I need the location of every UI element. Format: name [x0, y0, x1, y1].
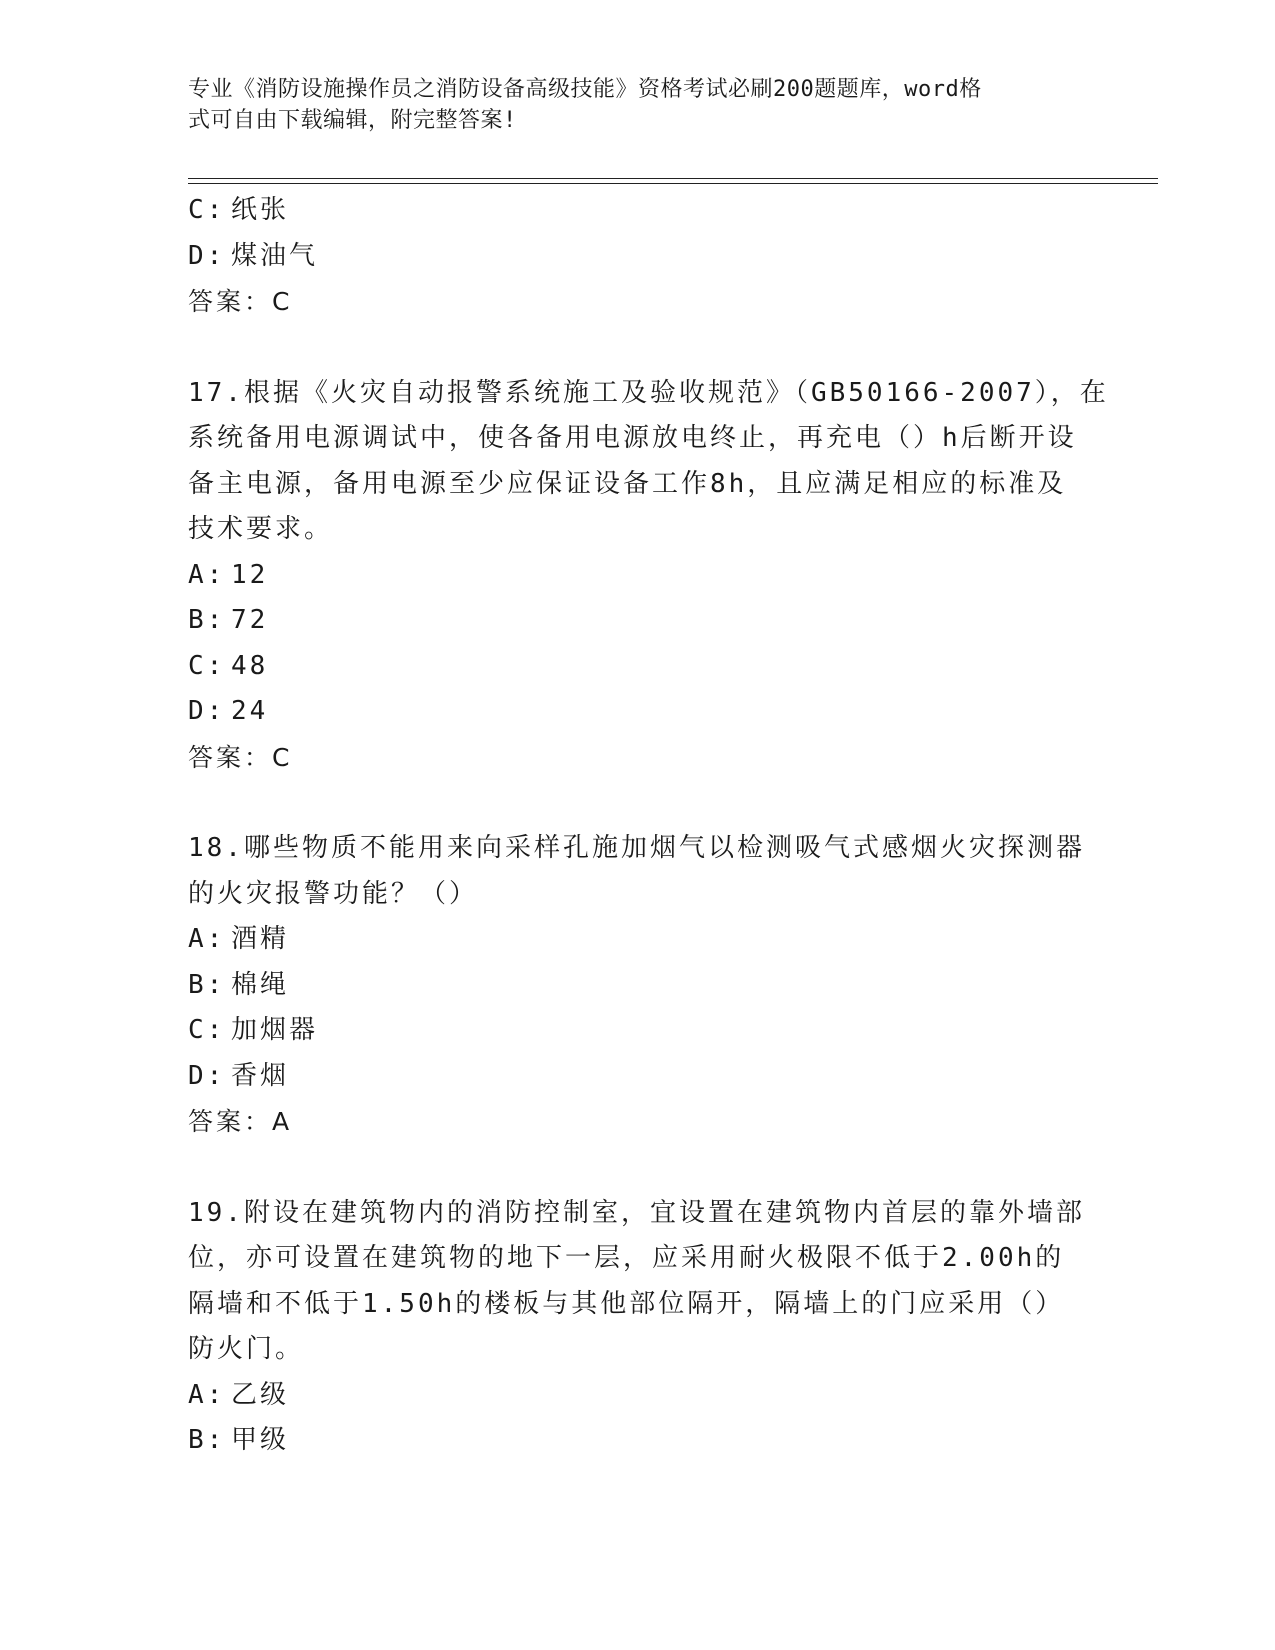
- option-d: [188, 234, 1088, 280]
- answer-line: 答案：C: [188, 742, 293, 772]
- header-divider-bottom: [188, 183, 1158, 184]
- option-key: B:: [188, 605, 226, 635]
- question-text-line: 系统备用电源调试中，使各备用电源放电终止，再充电（）h后断开设: [188, 423, 1077, 453]
- question-17: [188, 371, 1109, 781]
- option-key: D:: [188, 696, 226, 726]
- option-text: 24: [231, 696, 269, 726]
- option-d: [188, 1054, 1088, 1100]
- question-text-line: 19.附设在建筑物内的消防控制室，宜设置在建筑物内首层的靠外墙部: [188, 1197, 1085, 1228]
- header-divider-top: [188, 178, 1158, 179]
- option-c: [188, 1008, 1088, 1054]
- option-key: C:: [188, 1015, 226, 1045]
- option-text: 48: [231, 650, 269, 681]
- option-a: [188, 917, 1088, 963]
- option-b: [188, 963, 1088, 1009]
- option-text: 加烟器: [231, 1015, 319, 1045]
- option-key: A:: [188, 559, 226, 590]
- question-text-line: 备主电源，备用电源至少应保证设备工作8h，且应满足相应的标准及: [188, 468, 1067, 499]
- option-c: [188, 188, 1088, 234]
- option-key: D:: [188, 1060, 226, 1091]
- option-text: 乙级: [231, 1379, 290, 1410]
- answer-line: 答案：A: [188, 1107, 293, 1136]
- option-text: 12: [231, 559, 269, 590]
- document-body: [188, 188, 1109, 1464]
- header-line-1: 专业《消防设施操作员之消防设备高级技能》资格考试必刷200题题库，word格: [188, 77, 982, 102]
- question-text-line: 的火灾报警功能？（）: [188, 878, 479, 909]
- option-key: C:: [188, 650, 226, 681]
- option-text: 煤油气: [231, 240, 319, 271]
- question-text-line: 17.根据《火灾自动报警系统施工及验收规范》（GB50166-2007），在: [188, 377, 1109, 408]
- question-text-line: 防火门。: [188, 1334, 305, 1364]
- option-text: 72: [231, 605, 269, 635]
- question-18: [188, 826, 1088, 1145]
- option-key: D:: [188, 240, 226, 271]
- question-text-line: 位，亦可设置在建筑物的地下一层，应采用耐火极限不低于2.00h的: [188, 1243, 1065, 1273]
- option-text: 纸张: [231, 195, 290, 225]
- option-b: [188, 1418, 1088, 1464]
- option-text: 甲级: [231, 1425, 290, 1455]
- option-d: [188, 689, 1088, 735]
- question-text-line: 技术要求。: [188, 514, 334, 544]
- option-key: A:: [188, 924, 226, 954]
- header-line-2: 式可自由下载编辑，附完整答案!: [188, 108, 517, 133]
- option-b: [188, 598, 1088, 644]
- option-key: B:: [188, 969, 226, 1000]
- question-text-line: 隔墙和不低于1.50h的楼板与其他部位隔开，隔墙上的门应采用（）: [188, 1288, 1065, 1319]
- previous-question-tail: [188, 188, 1088, 325]
- answer-line: 答案：C: [188, 287, 293, 316]
- option-key: C:: [188, 195, 226, 225]
- question-text-line: 18.哪些物质不能用来向采样孔施加烟气以检测吸气式感烟火灾探测器: [188, 833, 1085, 863]
- option-key: B:: [188, 1425, 226, 1455]
- option-text: 酒精: [231, 924, 290, 954]
- document-header: [188, 74, 1068, 136]
- option-text: 香烟: [231, 1060, 290, 1091]
- option-text: 棉绳: [231, 969, 290, 1000]
- question-19: [188, 1191, 1088, 1464]
- option-key: A:: [188, 1379, 226, 1410]
- option-a: [188, 553, 1088, 599]
- option-a: [188, 1373, 1088, 1419]
- option-c: [188, 644, 1088, 690]
